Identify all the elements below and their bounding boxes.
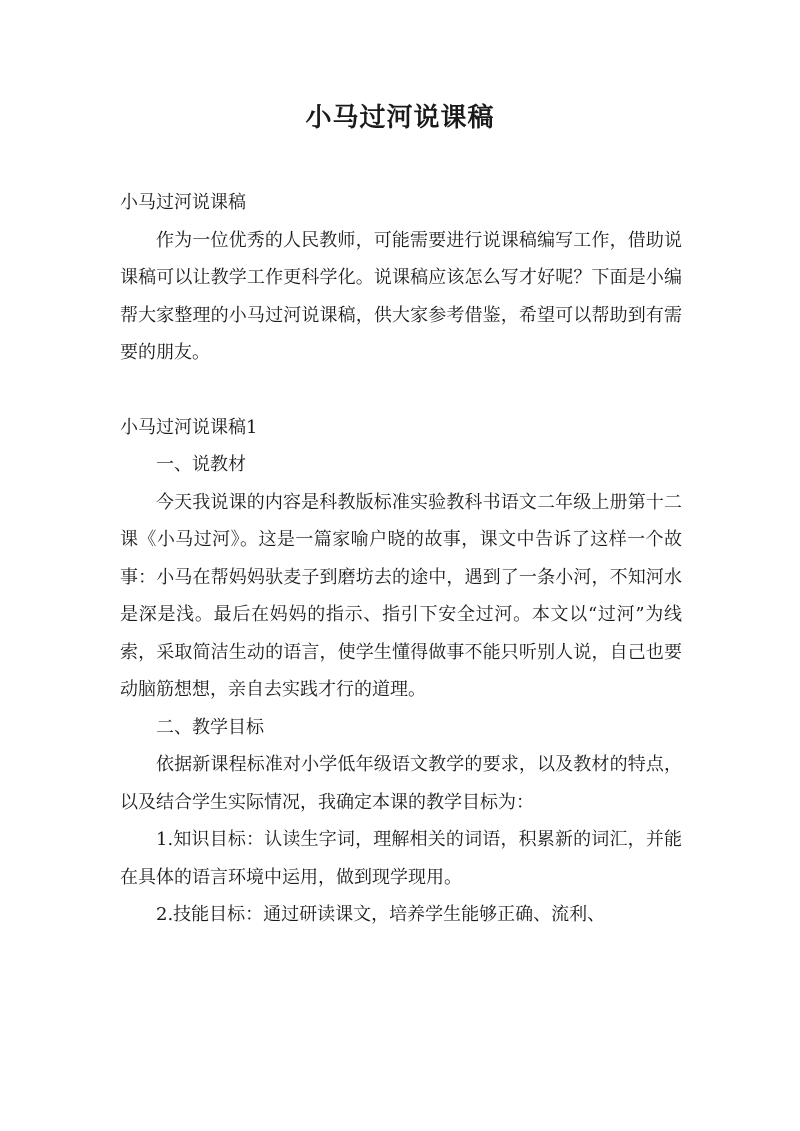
textbook-paragraph: 今天我说课的内容是科教版标准实验教科书语文二年级上册第十二课《小马过河》。这是一篇家喻户晓的故事，课文中告诉了这样一个故事：小马在帮妈妈驮麦子到磨坊去的途中，遇到了一条小河，不知河水是深是浅。最后在妈妈的指示、指引下安全过河。本文以“过河”为线索，采取简洁生动的语言，使学生懂得做事不能只听别人说，自己也要动脑筋想想，亲自去实践才行的道理。: [120, 491, 682, 700]
document-body: [120, 184, 682, 934]
paragraph-gap: [120, 372, 682, 409]
knowledge-goal: 1.知识目标：认读生字词，理解相关的词语，积累新的词汇，并能在具体的语言环境中运用，做到现学现用。: [120, 829, 682, 888]
section-heading: 小马过河说课稿1: [120, 416, 258, 438]
skill-goal: 2.技能目标：通过研读课文，培养学生能够正确、流利、: [156, 904, 606, 925]
intro-heading: 小马过河说课稿: [120, 192, 246, 213]
part-heading-objectives: 二、教学目标: [156, 716, 264, 738]
part-heading-textbook: 一、说教材: [156, 454, 246, 475]
objectives-paragraph: 依据新课程标准对小学低年级语文教学的要求，以及教材的特点，以及结合学生实际情况，我确定本课的教学目标为：: [120, 754, 682, 813]
page-title: 小马过河说课稿: [305, 103, 495, 133]
intro-paragraph: 作为一位优秀的人民教师，可能需要进行说课稿编写工作，借助说课稿可以让教学工作更科学化。说课稿应该怎么写才好呢？下面是小编帮大家整理的小马过河说课稿，供大家参考借鉴，希望可以帮助到有需要的朋友。: [120, 229, 682, 363]
